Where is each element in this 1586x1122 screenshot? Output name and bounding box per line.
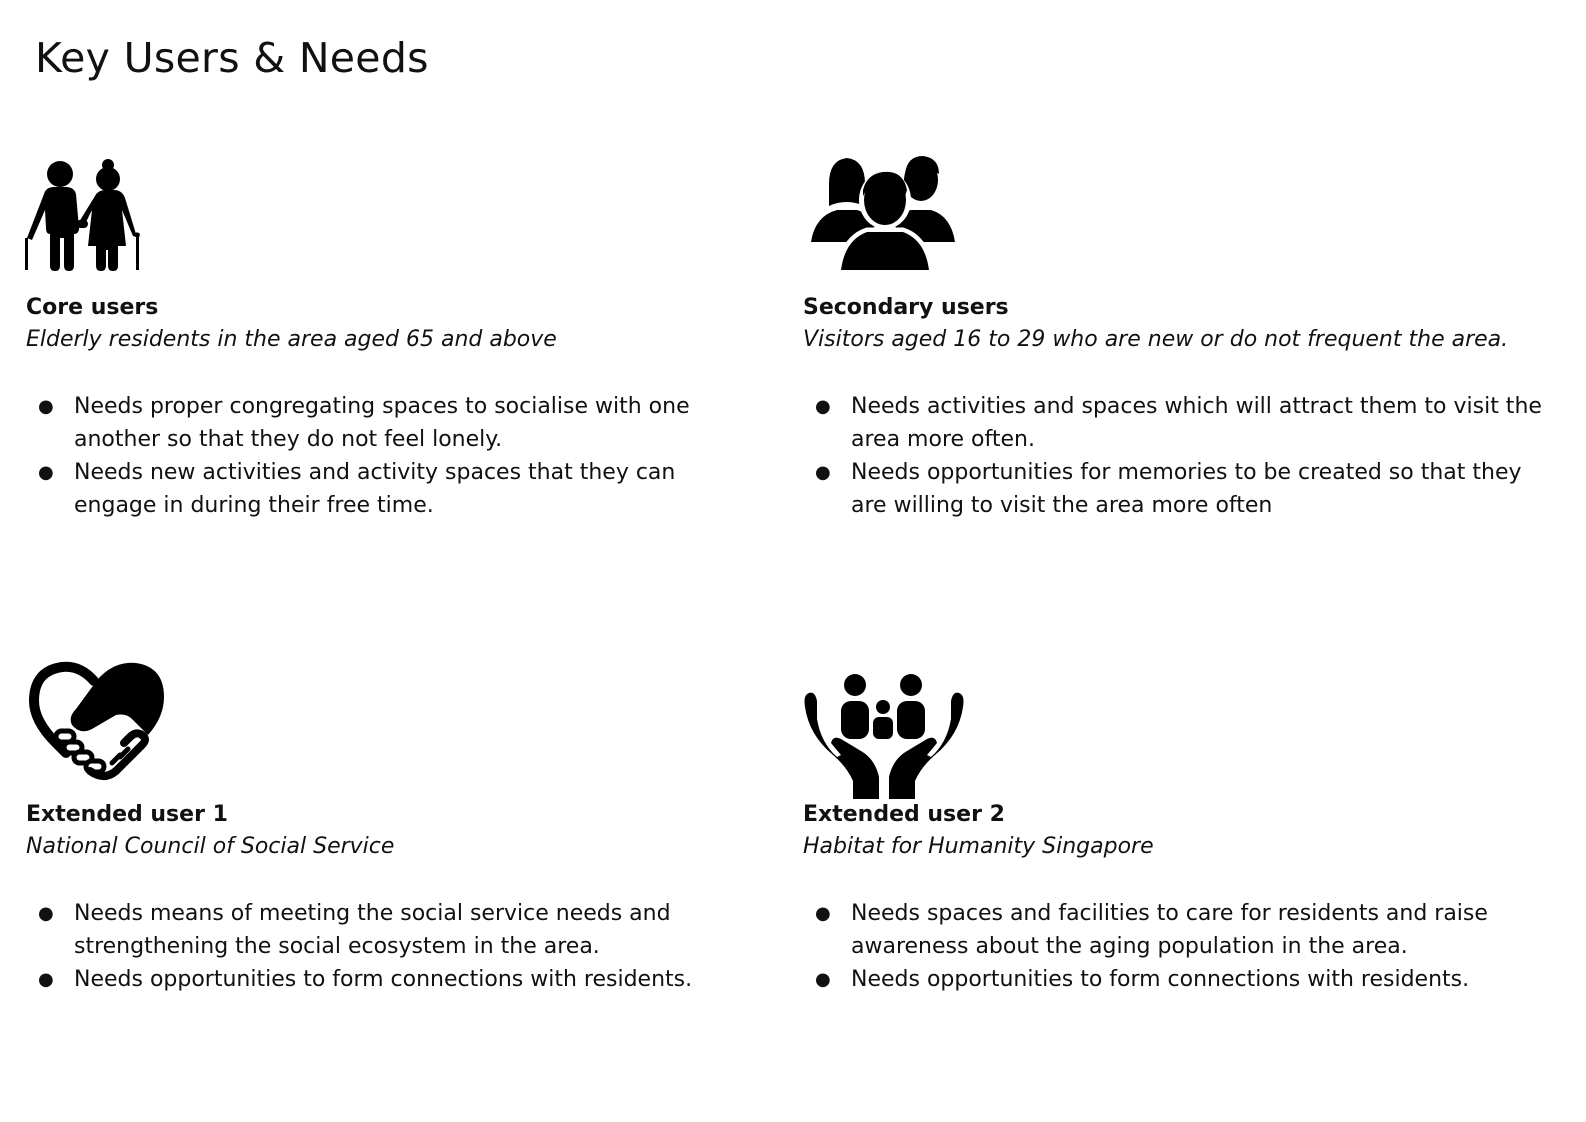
group-of-people-icon — [811, 150, 957, 272]
bullet-icon: ● — [815, 969, 831, 990]
user-type-label: Extended user 2 — [803, 802, 1005, 827]
user-type-label: Secondary users — [803, 295, 1009, 320]
user-card-extended-1 — [26, 657, 786, 996]
need-text: Needs new activities and activity spaces that they can engage in during their free time. — [74, 460, 676, 518]
need-text: Needs activities and spaces which will attract them to visit the area more often. — [851, 394, 1542, 452]
user-type-label: Core users — [26, 295, 159, 320]
user-type-label: Extended user 1 — [26, 802, 228, 827]
need-item — [26, 963, 764, 996]
bullet-icon: ● — [38, 462, 54, 483]
bullet-icon: ● — [38, 969, 54, 990]
bullet-icon: ● — [815, 396, 831, 417]
need-item — [26, 897, 764, 963]
bullet-icon: ● — [38, 903, 54, 924]
need-item — [803, 390, 1557, 456]
user-card-extended-2 — [803, 657, 1563, 996]
hands-holding-family-icon — [803, 671, 965, 801]
needs-list — [26, 897, 786, 996]
bullet-icon: ● — [815, 903, 831, 924]
page-title: Key Users & Needs — [35, 34, 429, 82]
need-item — [803, 897, 1557, 963]
user-description: National Council of Social Service — [26, 834, 395, 859]
need-item — [26, 456, 764, 522]
need-text: Needs proper congregating spaces to socialise with one another so that they do not feel lonely. — [74, 394, 690, 452]
need-text: Needs spaces and facilities to care for residents and raise awareness about the aging population in the area. — [851, 901, 1488, 959]
heart-handshake-icon — [28, 659, 174, 787]
needs-list — [803, 897, 1563, 996]
user-icon-area — [26, 150, 786, 292]
user-description: Elderly residents in the area aged 65 and above — [26, 327, 557, 352]
user-icon-area — [803, 657, 1563, 799]
user-icon-area — [26, 657, 786, 799]
need-item — [803, 963, 1557, 996]
bullet-icon: ● — [38, 396, 54, 417]
need-text: Needs opportunities to form connections with residents. — [851, 967, 1470, 992]
need-item — [803, 456, 1557, 522]
need-text: Needs opportunities for memories to be created so that they are willing to visit the area more often — [851, 460, 1522, 518]
needs-list — [803, 390, 1563, 522]
elderly-couple-icon — [22, 150, 152, 272]
need-text: Needs opportunities to form connections with residents. — [74, 967, 693, 992]
user-icon-area — [803, 150, 1563, 292]
bullet-icon: ● — [815, 462, 831, 483]
user-description: Visitors aged 16 to 29 who are new or do not frequent the area. — [803, 327, 1509, 352]
user-card-core — [26, 150, 786, 522]
need-text: Needs means of meeting the social service needs and strengthening the social ecosystem in the area. — [74, 901, 671, 959]
user-card-secondary — [803, 150, 1563, 522]
need-item — [26, 390, 764, 456]
user-description: Habitat for Humanity Singapore — [803, 834, 1154, 859]
needs-list — [26, 390, 786, 522]
